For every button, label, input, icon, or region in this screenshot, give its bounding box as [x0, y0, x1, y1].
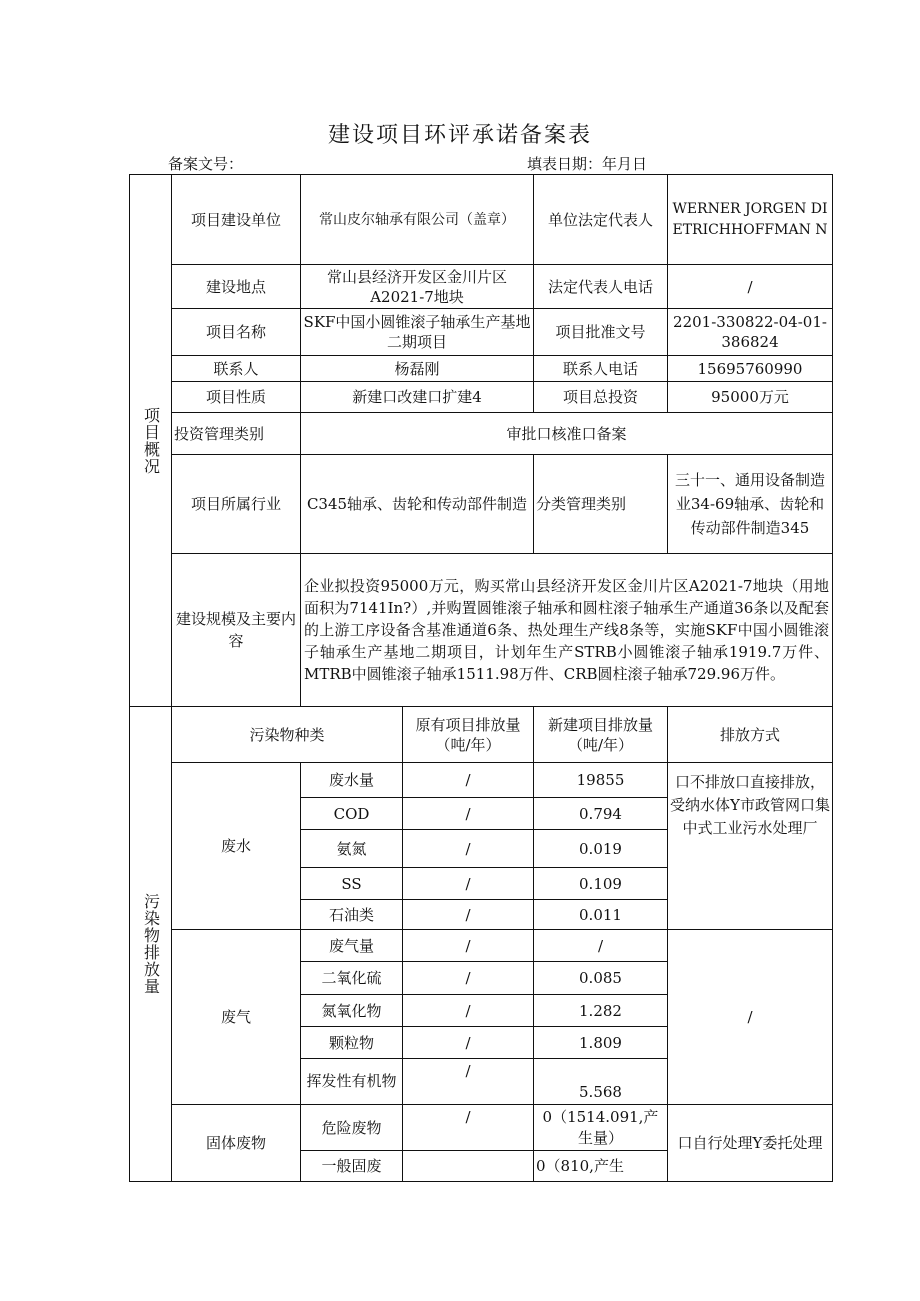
- existing-value: /: [403, 900, 534, 930]
- new-value: 0（1514.091,产生量）: [534, 1105, 668, 1151]
- existing-value: /: [403, 868, 534, 900]
- pollutant-name: 废水量: [301, 763, 403, 798]
- investment-value: 95000万元: [668, 382, 833, 413]
- existing-value: /: [403, 930, 534, 962]
- class-label: 分类管理类别: [534, 455, 668, 554]
- new-value: 0.019: [534, 830, 668, 868]
- header-pollutant-type: 污染物种类: [172, 707, 403, 763]
- filing-number-label: 备案文号：: [168, 155, 244, 173]
- contact-phone-value: 15695760990: [668, 356, 833, 382]
- solid-waste-method: 口自行处理Y委托处理: [668, 1105, 833, 1182]
- new-value: 0.085: [534, 962, 668, 995]
- existing-value: /: [403, 798, 534, 830]
- project-name-value: SKF中国小圆锥滚子轴承生产基地二期项目: [301, 309, 534, 356]
- new-value: 1.809: [534, 1027, 668, 1059]
- wastewater-label: 废水: [172, 763, 301, 930]
- industry-value: C345轴承、齿轮和传动部件制造: [301, 455, 534, 554]
- pollutant-name: 颗粒物: [301, 1027, 403, 1059]
- pollutant-name: 废气量: [301, 930, 403, 962]
- mgmt-label: 投资管理类别: [172, 413, 301, 455]
- location-label: 建设地点: [172, 265, 301, 309]
- existing-value: /: [403, 1105, 534, 1151]
- solid-waste-label: 固体废物: [172, 1105, 301, 1182]
- pollutant-name: 二氧化硫: [301, 962, 403, 995]
- filing-table: [129, 174, 833, 1182]
- project-name-label: 项目名称: [172, 309, 301, 356]
- nature-label: 项目性质: [172, 382, 301, 413]
- new-value: 0.011: [534, 900, 668, 930]
- page-title: 建设项目环评承诺备案表: [327, 123, 592, 148]
- phone-label: 法定代表人电话: [534, 265, 668, 309]
- new-value: 19855: [534, 763, 668, 798]
- investment-label: 项目总投资: [534, 382, 668, 413]
- new-value: 0（810,产生: [534, 1151, 668, 1182]
- fill-date-label: 填表日期：年月日: [527, 155, 648, 173]
- existing-value: [403, 1151, 534, 1182]
- existing-value: /: [403, 763, 534, 798]
- existing-value: /: [403, 962, 534, 995]
- header-new: 新建项目排放量（吨/年）: [534, 707, 668, 763]
- phone-value: /: [668, 265, 833, 309]
- existing-value: /: [403, 995, 534, 1027]
- pollutant-name: 石油类: [301, 900, 403, 930]
- pollutant-name: 危险废物: [301, 1105, 403, 1151]
- new-value: 1.282: [534, 995, 668, 1027]
- pollutant-name: 氮氧化物: [301, 995, 403, 1027]
- rep-value: WERNER JORGEN DIETRICHHOFFMAN N: [668, 175, 833, 265]
- new-value: 0.109: [534, 868, 668, 900]
- unit-label: 项目建设单位: [172, 175, 301, 265]
- section-overview-label: 项目概况: [130, 175, 172, 707]
- rep-label: 单位法定代表人: [534, 175, 668, 265]
- scale-label: 建设规模及主要内容: [172, 554, 301, 707]
- nature-value: 新建口改建口扩建4: [301, 382, 534, 413]
- pollutant-name: SS: [301, 868, 403, 900]
- approval-value: 2201-330822-04-01-386824: [668, 309, 833, 356]
- existing-value: /: [403, 830, 534, 868]
- unit-value: 常山皮尔轴承有限公司（盖章）: [301, 175, 534, 265]
- header-method: 排放方式: [668, 707, 833, 763]
- header-existing: 原有项目排放量（吨/年）: [403, 707, 534, 763]
- exhaust-label: 废气: [172, 930, 301, 1105]
- contact-phone-label: 联系人电话: [534, 356, 668, 382]
- mgmt-value: 审批口核准口备案: [301, 413, 833, 455]
- exhaust-method: /: [668, 930, 833, 1105]
- pollutant-name: COD: [301, 798, 403, 830]
- contact-label: 联系人: [172, 356, 301, 382]
- scale-value: 企业拟投资95000万元，购买常山县经济开发区金川片区A2021-7地块（用地面积为7141In?）,并购置圆锥滚子轴承和圆柱滚子轴承生产通道36条以及配套的上游工序设备含基准通道6条、热处理生产线8条等，实施SKF中国小圆锥滚子轴承生产基地二期项目，计划年生产STRB小圆锥滚子轴承1919.7万件、MTRB中圆锥滚子轴承1511.98万件、CRB圆柱滚子轴承729.96万件。: [301, 554, 833, 707]
- approval-label: 项目批准文号: [534, 309, 668, 356]
- new-value: 0.794: [534, 798, 668, 830]
- pollutant-name: 挥发性有机物: [301, 1059, 403, 1105]
- class-value: 三十一、通用设备制造业34-69轴承、齿轮和传动部件制造345: [668, 455, 833, 554]
- pollutant-name: 一般固废: [301, 1151, 403, 1182]
- new-value: 5.568: [534, 1059, 668, 1105]
- new-value: /: [534, 930, 668, 962]
- contact-value: 杨磊刚: [301, 356, 534, 382]
- section-pollutant-label: 污染物排放量: [130, 707, 172, 1182]
- industry-label: 项目所属行业: [172, 455, 301, 554]
- pollutant-name: 氨氮: [301, 830, 403, 868]
- location-value: 常山县经济开发区金川片区A2021-7地块: [301, 265, 534, 309]
- wastewater-method: 口不排放口直接排放，受纳水体Y市政管网口集中式工业污水处理厂: [668, 763, 833, 930]
- existing-value: /: [403, 1059, 534, 1105]
- existing-value: /: [403, 1027, 534, 1059]
